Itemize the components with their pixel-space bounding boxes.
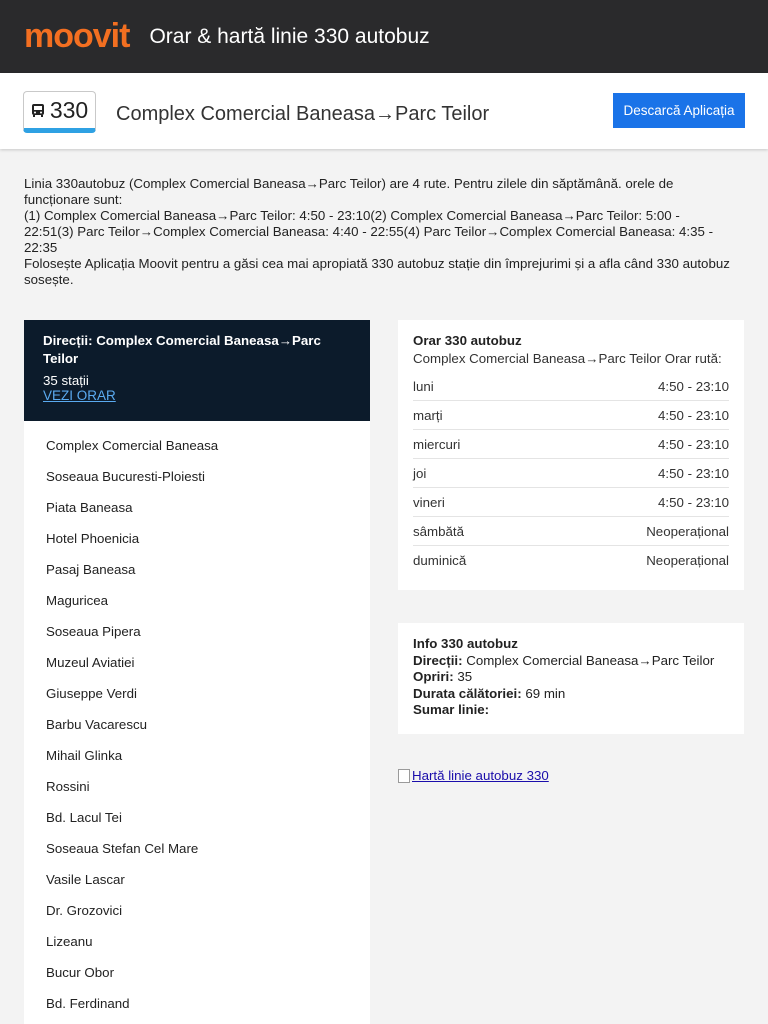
schedule-day: luni [413,378,434,394]
intro-text [24,176,730,288]
page-title: Orar & hartă linie 330 autobuz [149,24,430,48]
schedule-hours: 4:50 - 23:10 [537,430,729,459]
stop-item[interactable]: Piata Baneasa [46,500,133,515]
map-link-text[interactable]: Hartă linie autobuz 330 [412,768,549,783]
stop-item[interactable]: Soseaua Bucuresti-Ploiesti [46,469,205,484]
line-route-title: Complex Comercial Baneasa→Parc Teilor [116,103,490,125]
info-title: Info 330 autobuz [413,636,518,651]
schedule-hours: Neoperațional [537,546,729,575]
schedule-hours: 4:50 - 23:10 [537,488,729,517]
schedule-hours: 4:50 - 23:10 [537,401,729,430]
schedule-day: sâmbătă [413,517,537,546]
stop-list [24,430,370,1019]
info-summary [413,702,729,719]
info-card [398,623,744,734]
info-stops-value: 35 [457,669,473,684]
line-number: 330 [49,96,89,123]
info-duration [413,686,729,703]
stop-item[interactable]: Dr. Grozovici [46,903,123,918]
info-stops-label: Opriri: [413,669,454,684]
stop-item[interactable]: Soseaua Stefan Cel Mare [46,841,199,856]
stop-item[interactable]: Giuseppe Verdi [46,686,137,701]
schedule-title: Orar 330 autobuz [413,333,522,348]
direction-header [24,320,370,421]
schedule-hours: 4:50 - 23:10 [537,459,729,488]
stop-item[interactable]: Bd. Lacul Tei [46,810,122,825]
schedule-day: marți [413,401,537,430]
table-row [413,488,729,517]
table-row [413,401,729,430]
stop-item[interactable]: Barbu Vacarescu [46,717,148,732]
stop-item[interactable]: Muzeul Aviatiei [46,655,135,670]
top-bar [0,0,768,73]
schedule-table [413,372,729,574]
stop-item[interactable]: Rossini [46,779,90,794]
intro-paragraph-1: Linia 330autobuz (Complex Comercial Baneasa→Parc Teilor) are 4 rute. Pentru zilele din săptămână. orele de funcționare sunt: [24,176,674,207]
info-duration-value: 69 min [525,685,566,701]
table-row [413,546,729,575]
schedule-hours: 4:50 - 23:10 [658,378,729,394]
moovit-logo[interactable]: moovit [24,17,130,55]
schedule-subtitle: Complex Comercial Baneasa→Parc Teilor Orar rută: [413,351,722,366]
info-direction-value: Complex Comercial Baneasa→Parc Teilor [466,652,715,668]
stop-item[interactable]: Pasaj Baneasa [46,562,136,577]
stop-item[interactable]: Bucur Obor [46,965,114,980]
info-direction-label: Direcții: [413,652,463,668]
schedule-card [398,320,744,590]
stop-item[interactable]: Complex Comercial Baneasa [46,438,219,453]
info-summary-label: Sumar linie: [413,702,490,717]
download-app-button[interactable]: Descarcă Aplicația [613,93,745,128]
broken-image-icon [398,769,410,783]
schedule-hours: Neoperațional [537,517,729,546]
bus-icon [31,103,45,118]
view-schedule-link[interactable]: VEZI ORAR [43,388,116,403]
table-row [413,430,729,459]
intro-paragraph-2: (1) Complex Comercial Baneasa→Parc Teilor: 4:50 - 23:10(2) Complex Comercial Baneasa→Parc Teilor: 5:00 - 22:51(3) Parc Teilor→Complex Comercial Baneasa: 4:40 - 22:55(4) Parc Teilor→Complex Comercial Baneasa: 4:35 - 22:35 [24,208,714,255]
stop-item[interactable]: Hotel Phoenicia [46,531,140,546]
map-link[interactable] [398,768,549,783]
schedule-day: duminică [413,546,537,575]
line-badge [23,91,96,133]
schedule-day: joi [413,459,537,488]
stop-item[interactable]: Lizeanu [46,934,93,949]
table-row [413,459,729,488]
info-duration-label: Durata călătoriei: [413,685,522,701]
schedule-day: vineri [413,488,537,517]
intro-paragraph-3: Folosește Aplicația Moovit pentru a găsi cea mai apropiată 330 autobuz stație din împrejurimi și a afla când 330 autobuz sosește. [24,256,730,287]
direction-title: Direcții: Complex Comercial Baneasa→Parc Teilor [43,333,321,366]
stop-item[interactable]: Mihail Glinka [46,748,123,763]
stop-item[interactable]: Maguricea [46,593,109,608]
info-stops [413,669,729,686]
stop-item[interactable]: Vasile Lascar [46,872,125,887]
stop-item[interactable]: Bd. Ferdinand [46,996,130,1011]
info-direction [413,653,729,670]
line-header [0,73,768,149]
stop-item[interactable]: Soseaua Pipera [46,624,141,639]
table-row [413,372,729,401]
schedule-day: miercuri [413,430,537,459]
table-row [413,517,729,546]
direction-panel [24,320,370,1024]
stops-count: 35 stații [43,373,89,388]
